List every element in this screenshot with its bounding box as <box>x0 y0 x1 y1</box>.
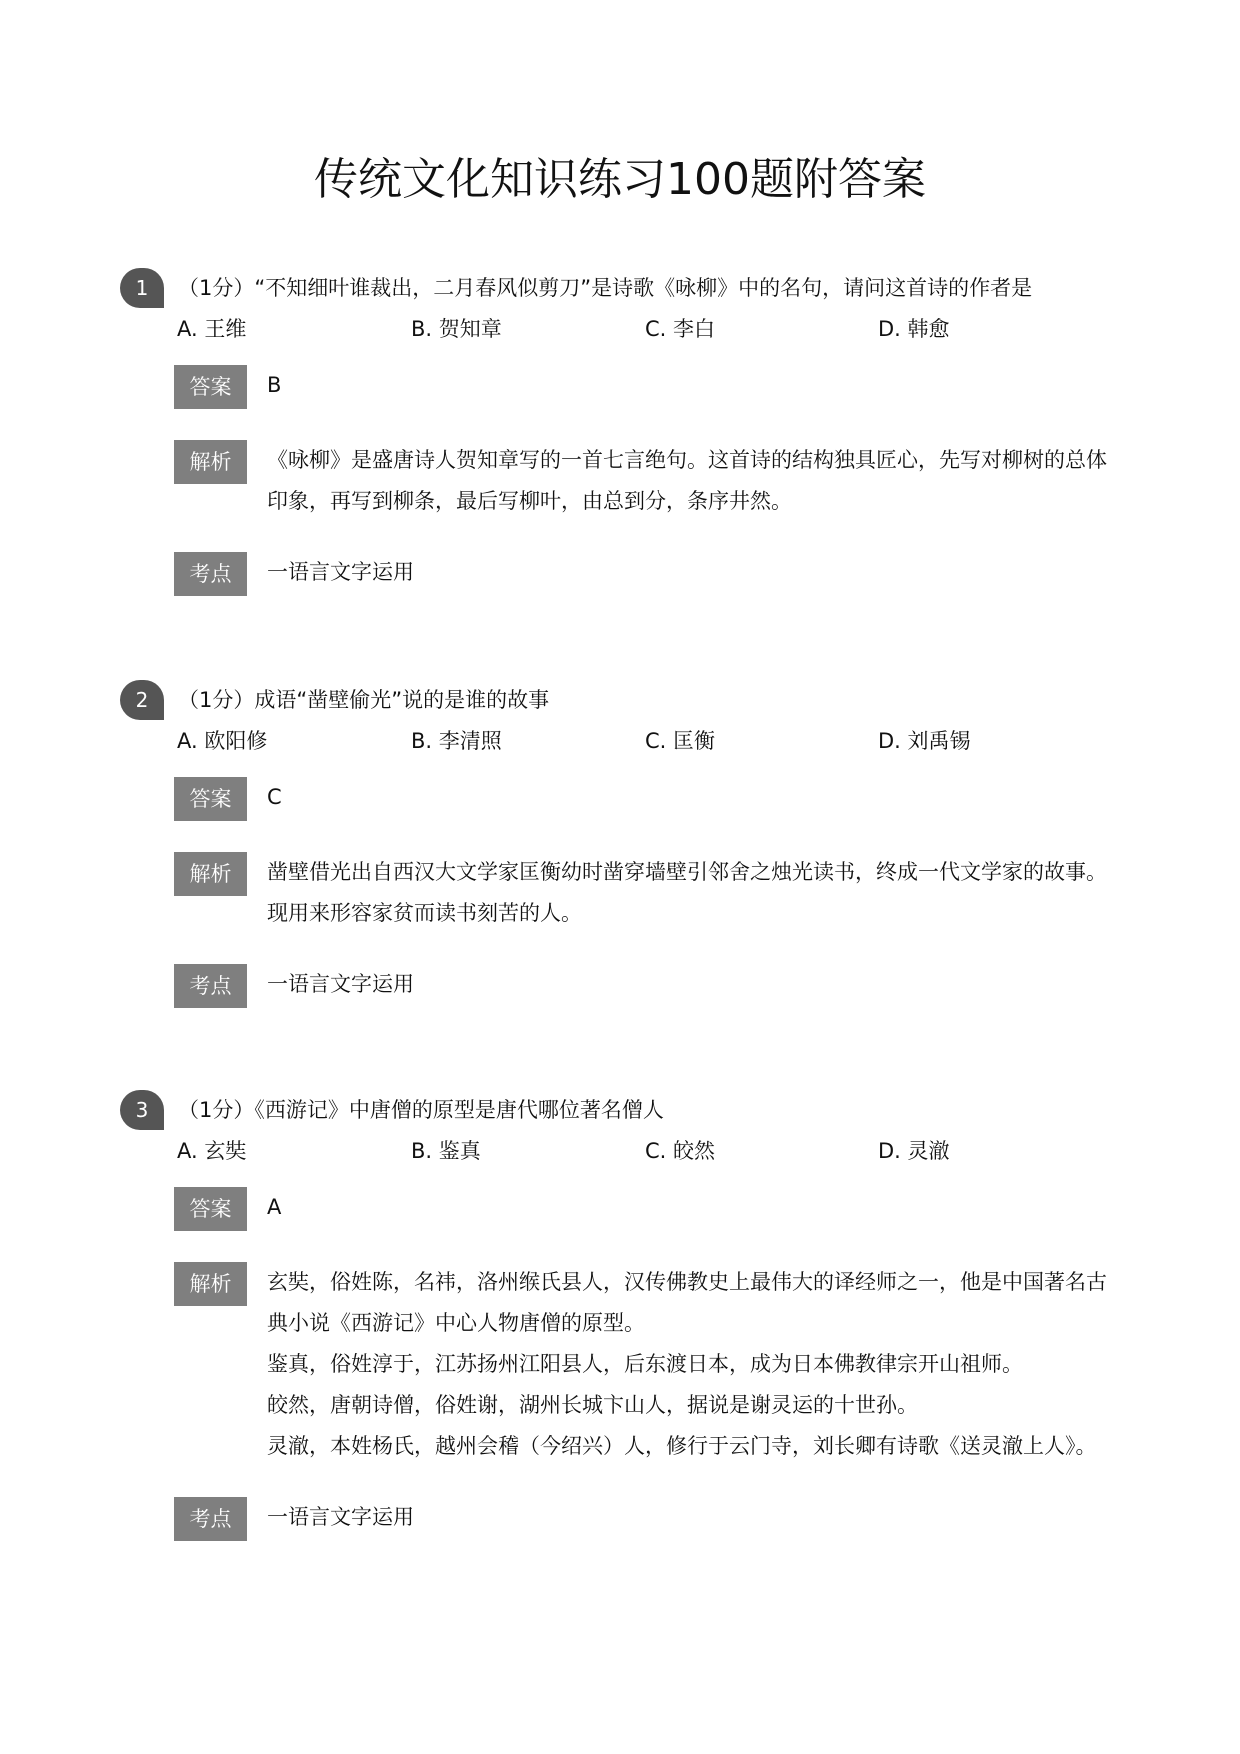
point-value: 一语言文字运用 <box>267 1505 414 1529</box>
analysis-text <box>267 1262 1120 1467</box>
question-number-badge: 3 <box>120 1090 164 1130</box>
question-text: （1分）《西游记》中唐僧的原型是唐代哪位著名僧人 <box>178 1098 664 1122</box>
option-a: A. 欧阳修 <box>177 729 268 753</box>
option-c: C. 李白 <box>645 317 716 341</box>
analysis-label: 解析 <box>174 440 247 484</box>
question-text: （1分）成语“凿壁偷光”说的是谁的故事 <box>178 688 550 712</box>
analysis-paragraph: 玄奘，俗姓陈，名祎，洛州缑氏县人，汉传佛教史上最伟大的译经师之一，他是中国著名古典小说《西游记》中心人物唐僧的原型。 <box>267 1270 1107 1335</box>
option-d: D. 刘禹锡 <box>878 729 971 753</box>
analysis-paragraph: 皎然，唐朝诗僧，俗姓谢，湖州长城卞山人，据说是谢灵运的十世孙。 <box>267 1393 918 1417</box>
analysis-text <box>267 852 1120 934</box>
analysis-label: 解析 <box>174 852 247 896</box>
options <box>120 1131 1120 1171</box>
question-text: （1分）“不知细叶谁裁出，二月春风似剪刀”是诗歌《咏柳》中的名句，请问这首诗的作者是 <box>178 276 1033 300</box>
option-d: D. 灵澈 <box>878 1139 950 1163</box>
answer-label: 答案 <box>174 1187 247 1231</box>
option-b: B. 李清照 <box>411 729 502 753</box>
point-value: 一语言文字运用 <box>267 972 414 996</box>
point-value: 一语言文字运用 <box>267 560 414 584</box>
answer-value: B <box>267 373 282 397</box>
option-c: C. 皎然 <box>645 1139 716 1163</box>
question-number-badge: 2 <box>120 680 164 720</box>
analysis-paragraph: 鉴真，俗姓淳于，江苏扬州江阳县人，后东渡日本，成为日本佛教律宗开山祖师。 <box>267 1352 1023 1376</box>
answer-value: C <box>267 785 282 809</box>
question-block <box>120 680 1120 1008</box>
answer-label: 答案 <box>174 777 247 821</box>
option-b: B. 贺知章 <box>411 317 502 341</box>
options <box>120 721 1120 761</box>
point-label: 考点 <box>174 1497 247 1541</box>
option-b: B. 鉴真 <box>411 1139 481 1163</box>
options <box>120 309 1120 349</box>
option-a: A. 王维 <box>177 317 247 341</box>
analysis-label: 解析 <box>174 1262 247 1306</box>
answer-value: A <box>267 1195 282 1219</box>
analysis-paragraph: 凿壁借光出自西汉大文学家匡衡幼时凿穿墙壁引邻舍之烛光读书，终成一代文学家的故事。现用来形容家贫而读书刻苦的人。 <box>267 860 1107 925</box>
question-number-badge: 1 <box>120 268 164 308</box>
analysis-paragraph: 《咏柳》是盛唐诗人贺知章写的一首七言绝句。这首诗的结构独具匠心，先写对柳树的总体印象，再写到柳条，最后写柳叶，由总到分，条序井然。 <box>267 448 1107 513</box>
answer-label: 答案 <box>174 365 247 409</box>
analysis-text <box>267 440 1120 522</box>
option-d: D. 韩愈 <box>878 317 950 341</box>
point-label: 考点 <box>174 552 247 596</box>
analysis-paragraph: 灵澈，本姓杨氏，越州会稽（今绍兴）人，修行于云门寺，刘长卿有诗歌《送灵澈上人》。 <box>267 1434 1097 1458</box>
option-c: C. 匡衡 <box>645 729 716 753</box>
point-label: 考点 <box>174 964 247 1008</box>
option-a: A. 玄奘 <box>177 1139 247 1163</box>
question-block <box>120 268 1120 596</box>
page-title: 传统文化知识练习100题附答案 <box>314 154 926 205</box>
question-block <box>120 1090 1120 1541</box>
